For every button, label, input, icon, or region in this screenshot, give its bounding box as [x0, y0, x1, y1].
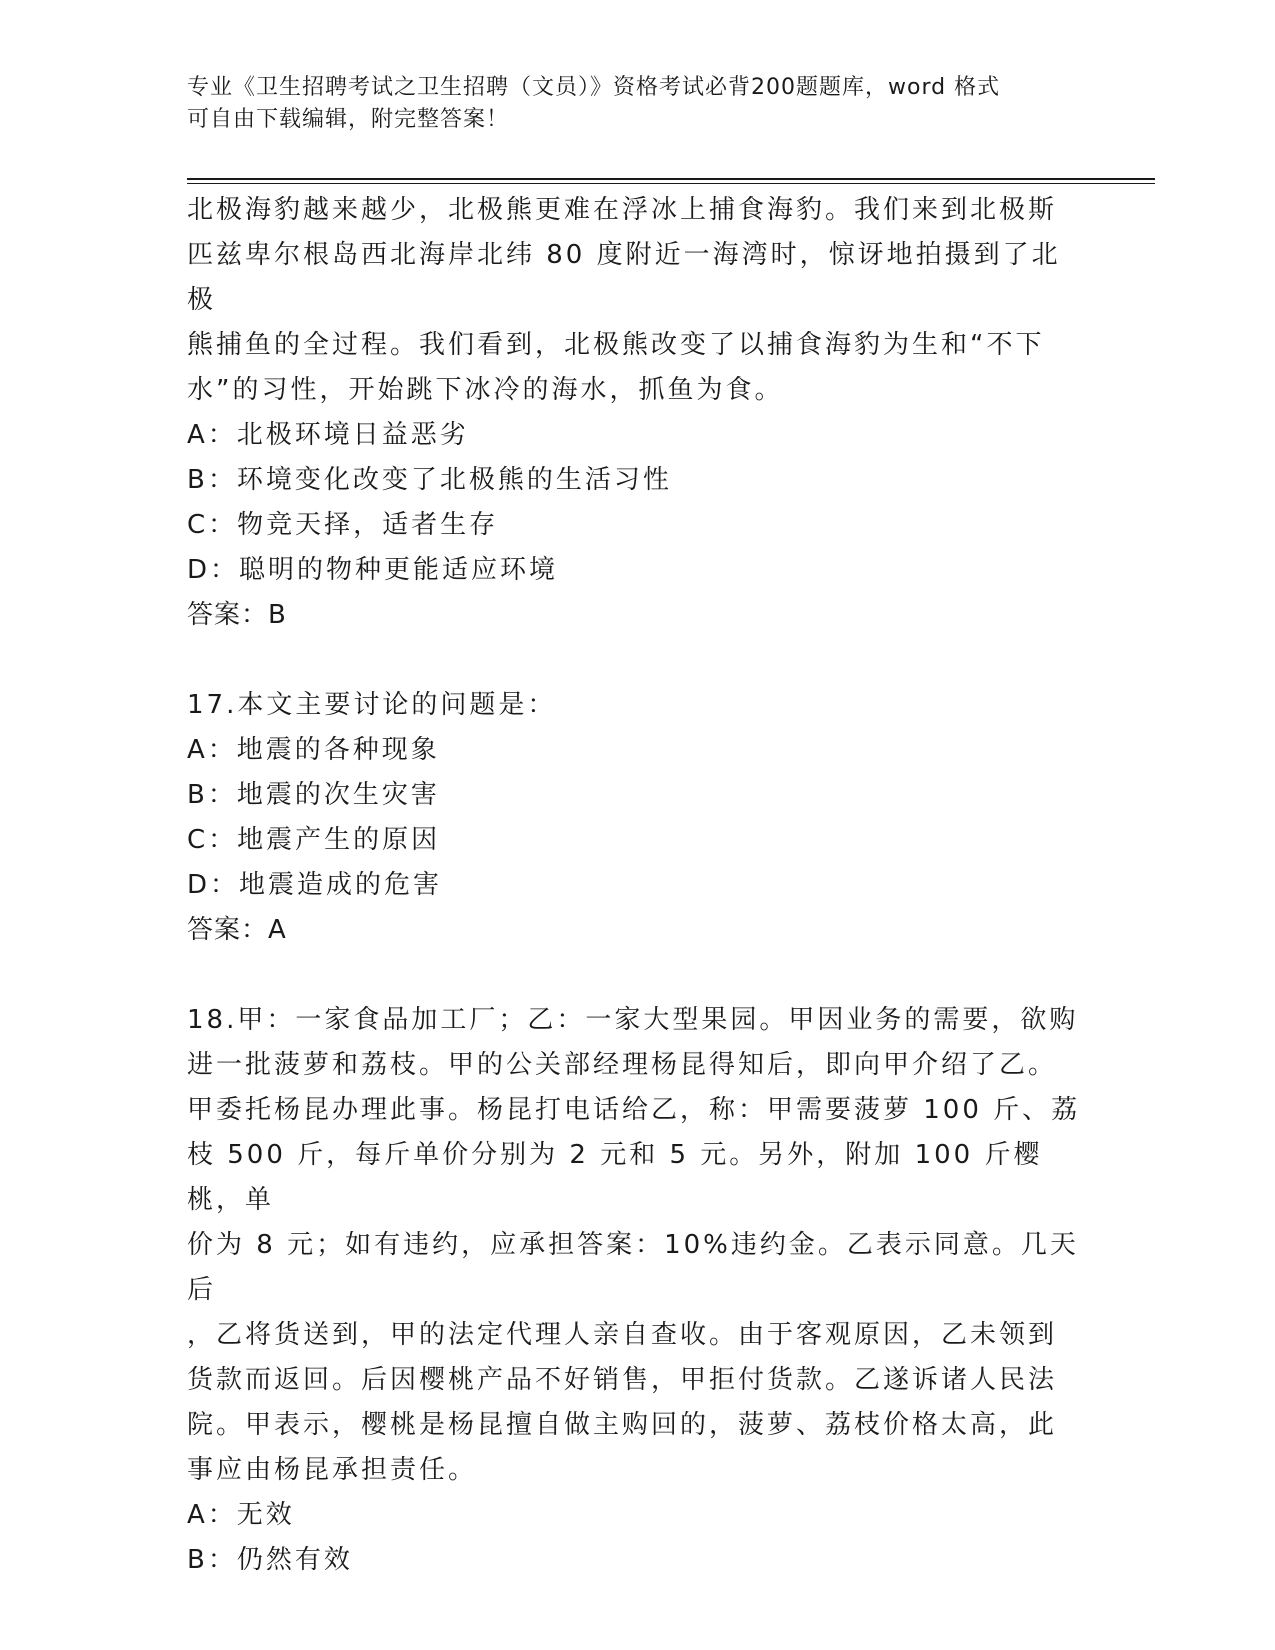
question-stem-line: 熊捕鱼的全过程。我们看到，北极熊改变了以捕食海豹为生和“不下: [187, 330, 1045, 360]
answer: 答案：A: [187, 915, 287, 945]
question-stem-line: 货款而返回。后因樱桃产品不好销售，甲拒付货款。乙遂诉诸人民法: [187, 1365, 1058, 1395]
option-a: A：北极环境日益恶劣: [187, 420, 469, 450]
question-stem-line: 价为 8 元；如有违约，应承担答案：10%违约金。乙表示同意。几天后: [187, 1230, 1079, 1305]
option-d: D：聪明的物种更能适应环境: [187, 555, 559, 585]
header-line-2: 可自由下载编辑，附完整答案！: [187, 107, 510, 132]
question-stem-line: 进一批菠萝和荔枝。甲的公关部经理杨昆得知后，即向甲介绍了乙。: [187, 1050, 1058, 1080]
document-body: [187, 188, 1087, 1583]
option-c: C：物竞天择，适者生存: [187, 510, 499, 540]
question-stem-line: 枝 500 斤，每斤单价分别为 2 元和 5 元。另外，附加 100 斤樱桃，单: [187, 1140, 1043, 1215]
question-16: [187, 188, 1087, 638]
header-rule-thin: [187, 183, 1155, 184]
question-stem-line: 北极海豹越来越少，北极熊更难在浮冰上捕食海豹。我们来到北极斯: [187, 195, 1058, 225]
question-stem-line: 事应由杨昆承担责任。: [187, 1455, 478, 1485]
header-line-1: 专业《卫生招聘考试之卫生招聘（文员）》资格考试必背200题题库，word 格式: [187, 75, 1001, 100]
question-stem-line: 18.甲：一家食品加工厂；乙：一家大型果园。甲因业务的需要，欲购: [187, 1005, 1079, 1035]
question-stem-line: 甲委托杨昆办理此事。杨昆打电话给乙，称：甲需要菠萝 100 斤、荔: [187, 1095, 1081, 1125]
question-stem-line: 匹兹卑尔根岛西北海岸北纬 80 度附近一海湾时，惊讶地拍摄到了北极: [187, 240, 1061, 315]
option-c: C：地震产生的原因: [187, 825, 441, 855]
question-stem-line: 水”的习性，开始跳下冰冷的海水，抓鱼为食。: [187, 375, 784, 405]
question-stem-line: 院。甲表示，樱桃是杨昆擅自做主购回的，菠萝、荔枝价格太高，此: [187, 1410, 1058, 1440]
option-b: B：环境变化改变了北极熊的生活习性: [187, 465, 672, 495]
document-header: [187, 72, 1087, 136]
option-b: B：仍然有效: [187, 1545, 353, 1575]
option-a: A：无效: [187, 1500, 295, 1530]
question-stem-line: ，乙将货送到，甲的法定代理人亲自查收。由于客观原因，乙未领到: [187, 1320, 1058, 1350]
question-18: [187, 998, 1087, 1583]
question-stem-line: 17.本文主要讨论的问题是：: [187, 690, 557, 720]
header-rule-thick: [187, 178, 1155, 180]
question-17: [187, 683, 1087, 953]
option-a: A：地震的各种现象: [187, 735, 440, 765]
option-d: D：地震造成的危害: [187, 870, 443, 900]
option-b: B：地震的次生灾害: [187, 780, 440, 810]
answer: 答案：B: [187, 600, 287, 630]
